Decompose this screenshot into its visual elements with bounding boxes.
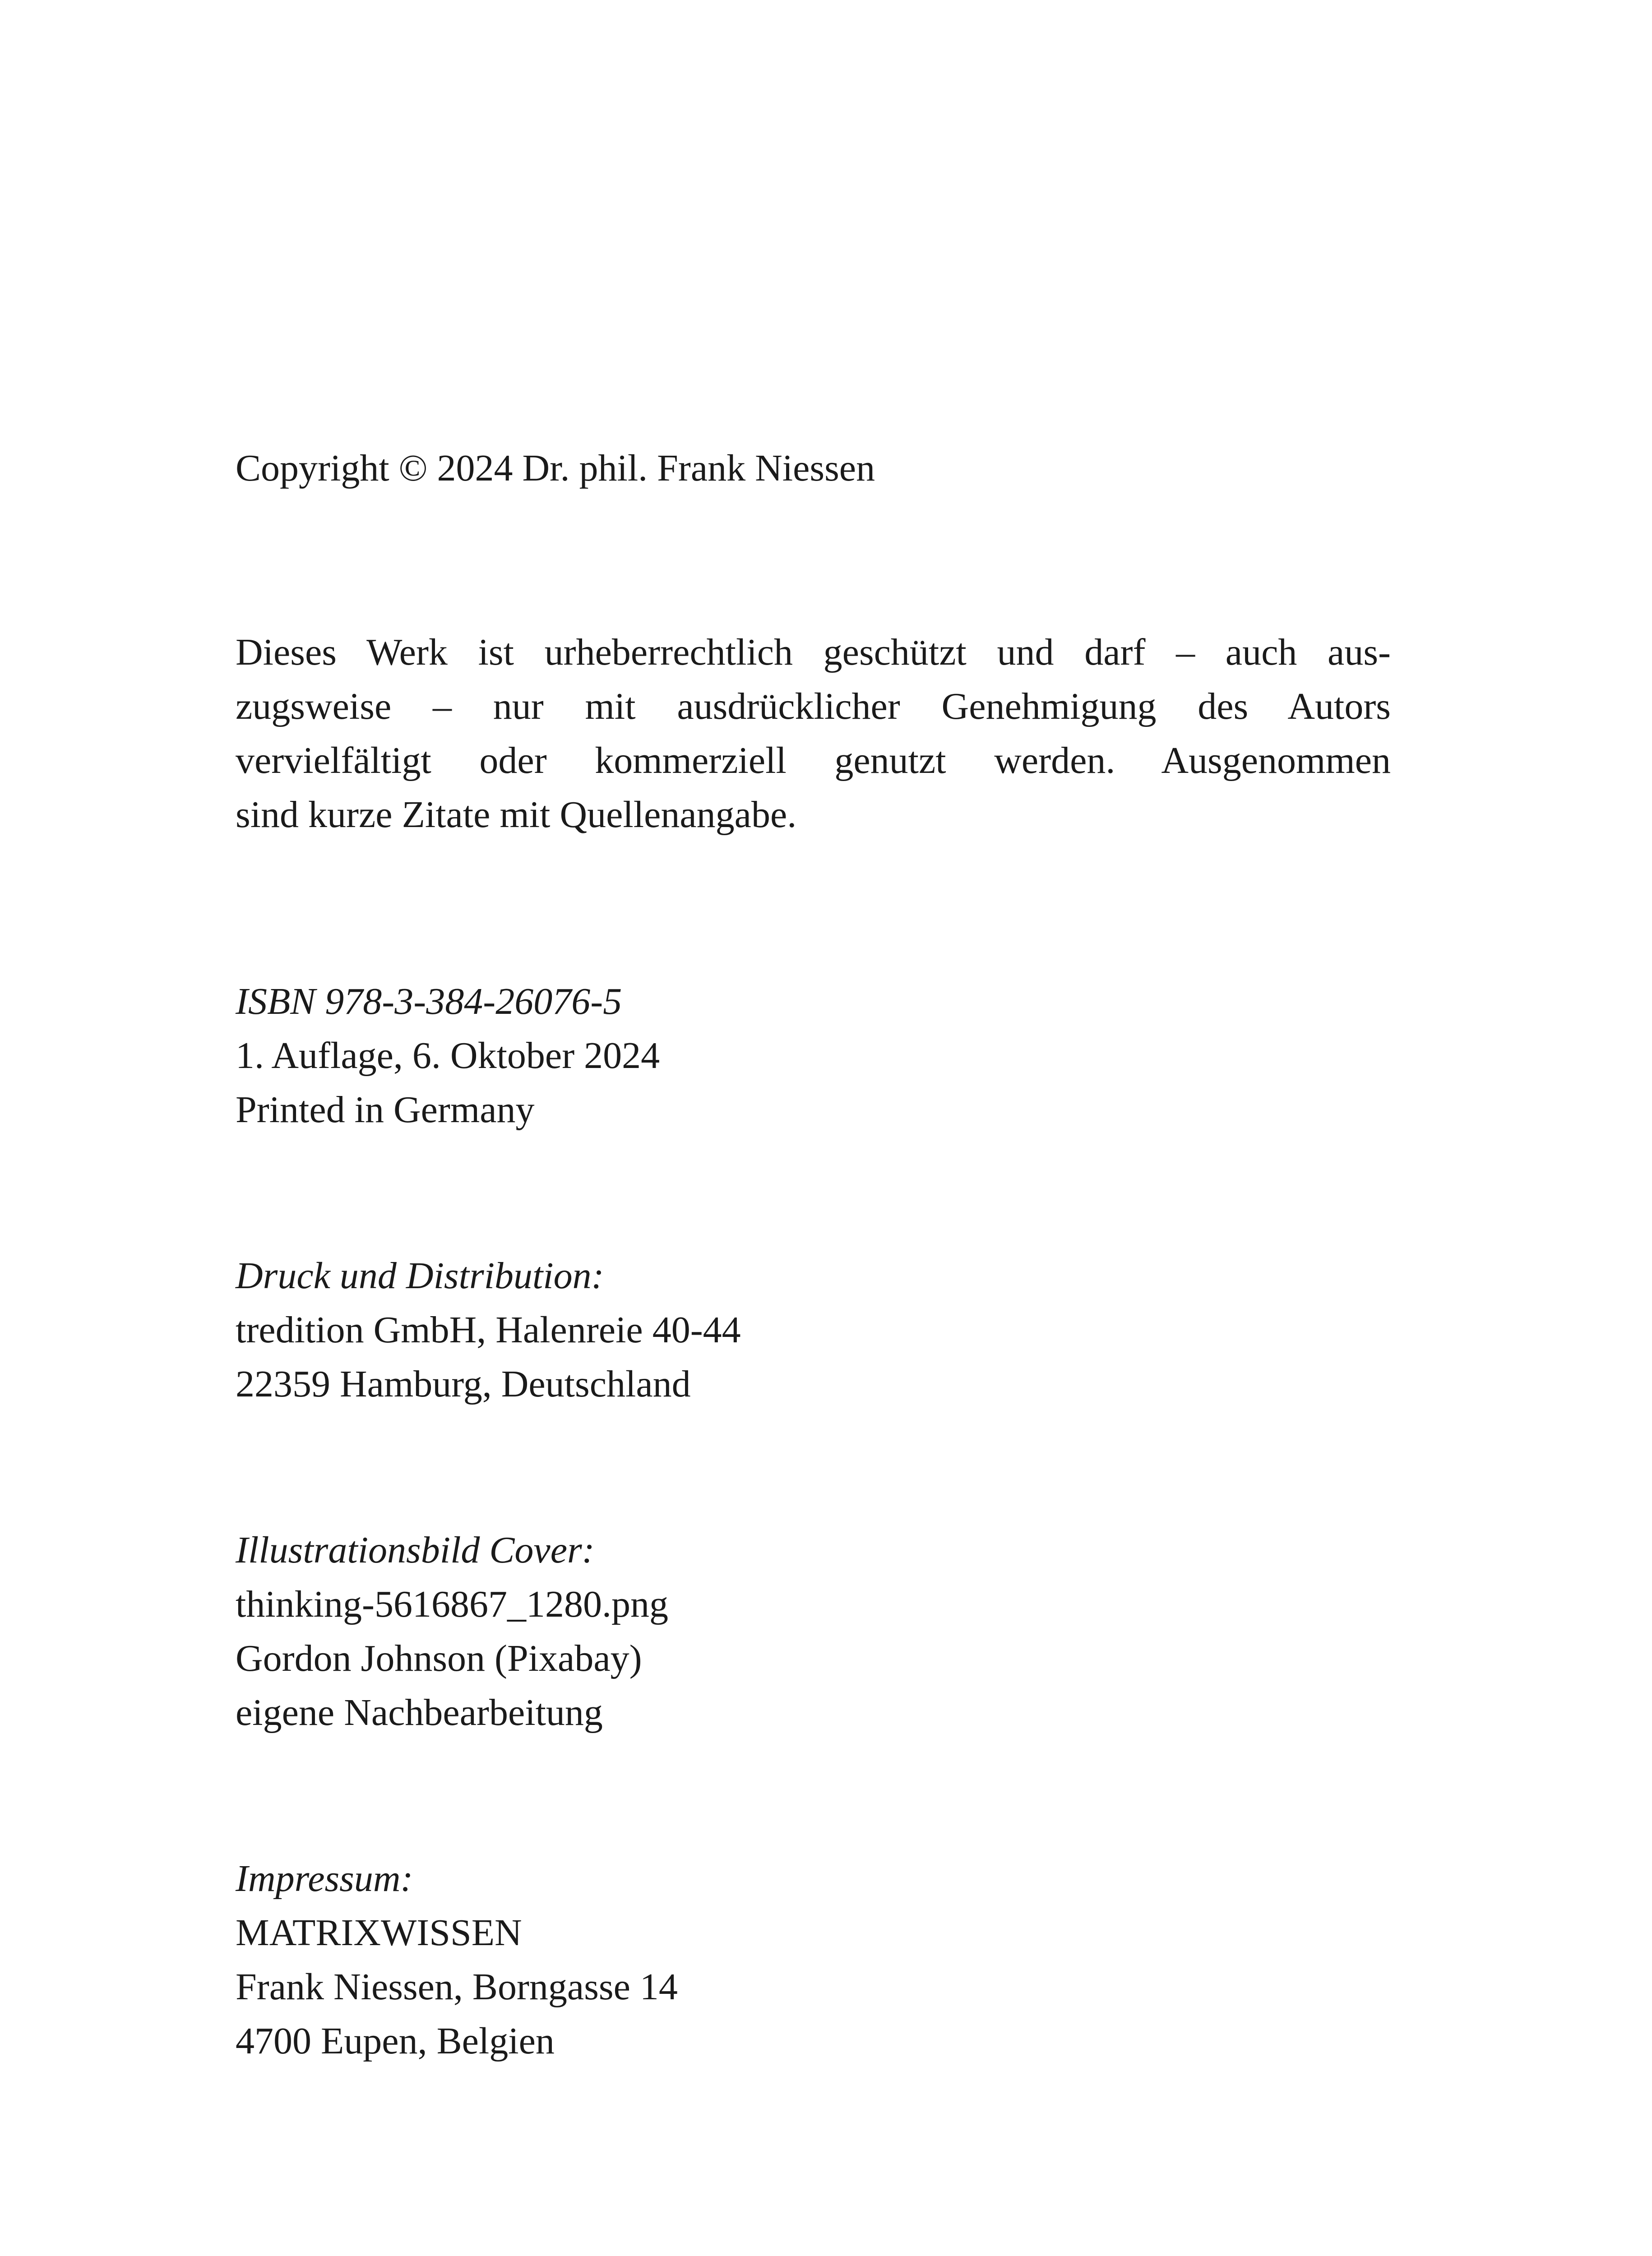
copyright-line [236, 441, 1391, 495]
impressum-city: 4700 Eupen, Belgien [236, 2020, 555, 2062]
printed-in: Printed in Germany [236, 1089, 535, 1131]
impressum-heading: Impressum: [236, 1858, 413, 1900]
copyright-notice [236, 625, 1391, 842]
distribution-address-line-1: tredition GmbH, Halenreie 40-44 [236, 1309, 741, 1351]
notice-line-2: zugsweise – nur mit ausdrücklicher Genehmigung des Autors [236, 685, 1391, 727]
cover-artist: Gordon Johnson (Pixabay) [236, 1637, 642, 1679]
cover-filename: thinking-5616867_1280.png [236, 1583, 668, 1625]
cover-heading: Illustrationsbild Cover: [236, 1529, 595, 1571]
edition-info [236, 975, 1391, 1137]
notice-line-1: Dieses Werk ist urheberrechtlich geschützt und darf – auch aus- [236, 631, 1391, 673]
cover-credit [236, 1523, 1391, 1740]
distribution-heading: Druck und Distribution: [236, 1255, 604, 1297]
notice-line-4: sind kurze Zitate mit Quellenangabe. [236, 794, 797, 836]
impressum [236, 1852, 1391, 2068]
impressum-street: Frank Niessen, Borngasse 14 [236, 1966, 678, 2008]
notice-line-3: vervielfältigt oder kommerziell genutzt werden. Ausgenommen [236, 740, 1391, 781]
cover-note: eigene Nachbearbeitung [236, 1692, 603, 1734]
distribution-info [236, 1249, 1391, 1411]
isbn: ISBN 978-3-384-26076-5 [236, 980, 622, 1022]
impressum-brand: MATRIXWISSEN [236, 1912, 522, 1954]
edition-date: 1. Auflage, 6. Oktober 2024 [236, 1035, 660, 1077]
copyright-text: Copyright © 2024 Dr. phil. Frank Niessen [236, 447, 875, 489]
distribution-address-line-2: 22359 Hamburg, Deutschland [236, 1363, 691, 1405]
